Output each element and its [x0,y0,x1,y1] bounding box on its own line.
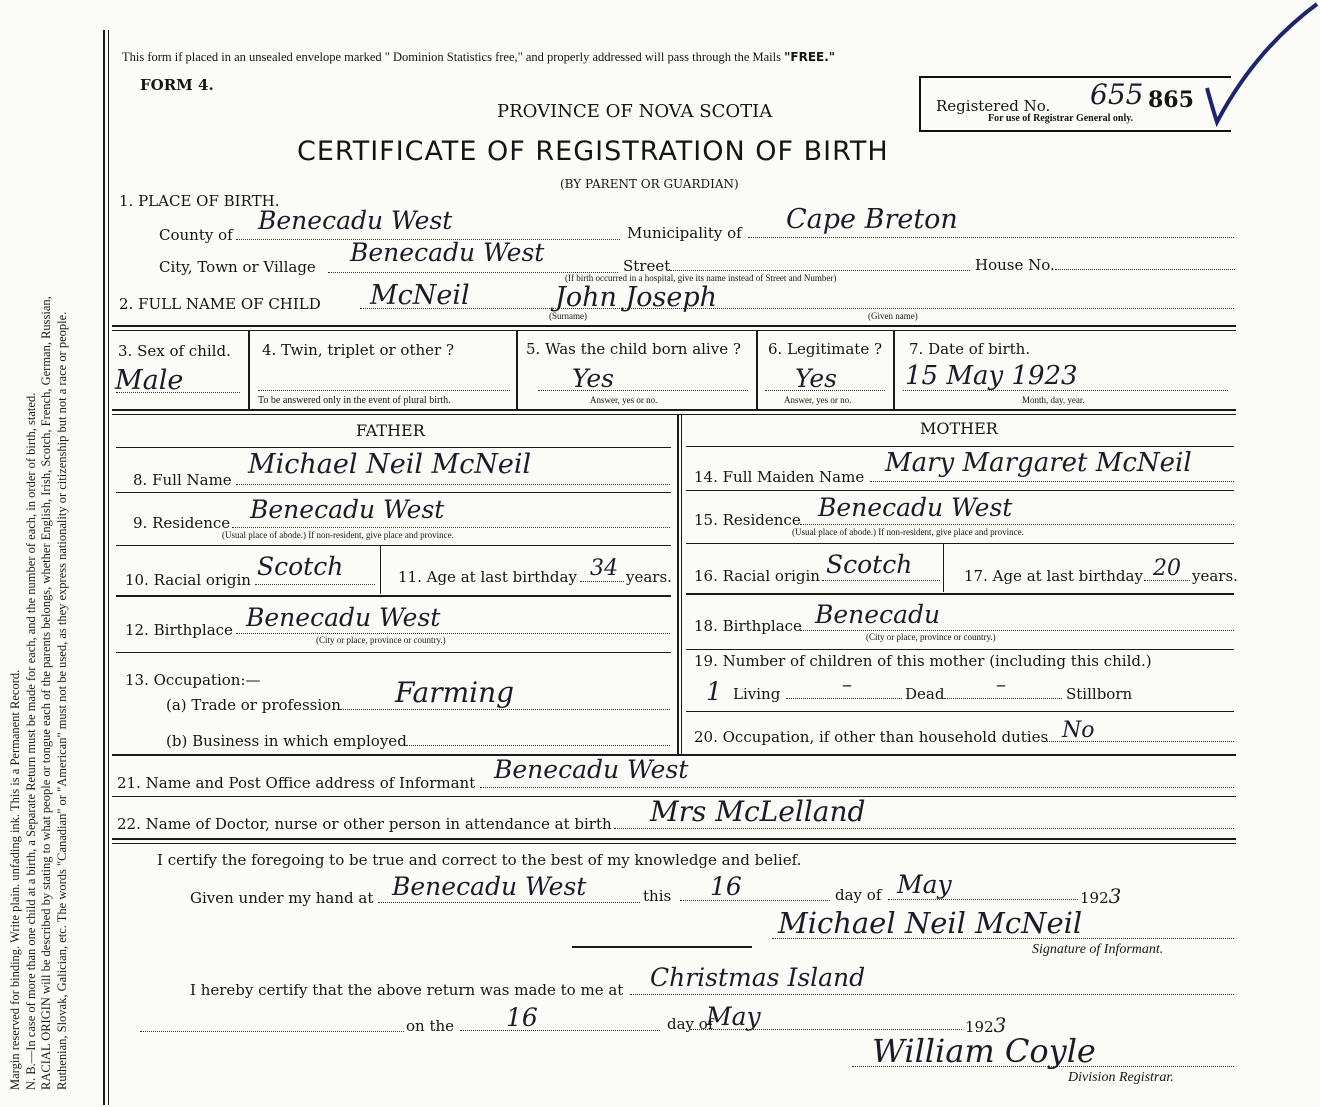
certify-statement: I certify the foregoing to be true and correct to the best of my knowledge and belief. [157,851,802,869]
date-of-birth-label: 7. Date of birth. [909,340,1031,358]
registrar-caption: Division Registrar. [1068,1070,1174,1085]
registered-label: Registered No. [936,97,1051,115]
registration-month-value: May [706,1002,761,1031]
mother-name-label: 14. Full Maiden Name [694,468,865,486]
place-of-birth-heading: 1. PLACE OF BIRTH. [119,192,280,210]
father-residence-value: Benecadu West [250,495,445,524]
stillborn-label: Stillborn [1066,685,1133,703]
cert-dayof-label: day of [835,886,882,904]
mother-abode-note: (Usual place of abode.) If non-resident, give place and province. [792,527,1024,537]
registration-place-value: Christmas Island [650,963,866,992]
father-heading: FATHER [356,421,425,440]
mother-occupation-label: 20. Occupation, if other than household duties [694,728,1049,746]
given-under-label: Given under my hand at [190,889,374,907]
margin-line-2: N. B.—In case of more than one child at a birth, a Separate Return must be made for each, and the number of each, in order of birth, stated. [23,392,38,1090]
registered-number-printed: 865 [1148,87,1194,113]
mother-birthplace-label: 18. Birthplace [694,617,802,635]
form-number: FORM 4. [140,76,214,94]
registration-year: 1923 [965,1013,1007,1037]
informant-signature: Michael Neil McNeil [778,906,1083,940]
born-alive-caption: Answer, yes or no. [590,395,658,405]
registration-day-value: 16 [506,1003,538,1032]
attendant-value: Mrs McLelland [650,795,866,828]
attendant-label: 22. Name of Doctor, nurse or other person in attendance at birth [117,815,612,833]
living-label: Living [733,685,781,703]
margin-line-4: Ruthenian, Slovak, Galician, etc. The words "Canadian" or "American" must not be used, as they express nationality or citizenship but not a race or people. [54,311,69,1090]
father-years-label: years. [626,568,672,586]
trade-label: (a) Trade or profession [166,696,341,714]
father-name-label: 8. Full Name [133,471,232,489]
legitimate-label: 6. Legitimate ? [768,340,883,358]
cert-year: 1923 [1080,884,1122,908]
father-birthplace-value: Benecadu West [246,603,441,632]
surname-caption: (Surname) [549,311,587,321]
municipality-label: Municipality of [627,224,742,242]
hospital-note: (If birth occurred in a hospital, give its name instead of Street and Number) [565,273,837,283]
father-racial-label: 10. Racial origin [125,571,251,589]
dead-label: Dead [905,685,945,703]
certificate-subtitle: (BY PARENT OR GUARDIAN) [560,177,739,191]
date-of-birth-caption: Month, day, year. [1022,395,1085,405]
stillborn-value: – [996,672,1006,696]
twin-note: To be answered only in the event of plural birth. [258,395,451,406]
informant-label: 21. Name and Post Office address of Informant [117,774,476,792]
mother-birthplace-value: Benecadu [815,600,941,629]
father-name-value: Michael Neil McNeil [248,449,532,480]
margin-rule [103,30,105,1105]
sex-label: 3. Sex of child. [118,342,231,360]
house-number-label: House No. [975,256,1055,274]
child-name-label: 2. FULL NAME OF CHILD [119,295,321,313]
father-birthplace-label: 12. Birthplace [125,621,233,639]
margin-line-3: RACIAL ORIGIN will be described by stating to what people or tongue each of the parents belongs, whether English, Irish, Scotch, French, German, Russian, [39,296,53,1090]
mother-birthplace-note: (City or place, province or country.) [866,632,996,642]
father-age-value: 34 [590,556,618,581]
mother-age-value: 20 [1153,556,1181,581]
city-value: Benecadu West [350,238,545,267]
legitimate-value: Yes [795,364,837,393]
check-mark-icon [1195,0,1320,130]
on-the-label: on the [406,1017,455,1035]
mother-heading: MOTHER [920,419,998,438]
informant-value: Benecadu West [494,755,689,784]
twin-label: 4. Twin, triplet or other ? [262,341,454,359]
business-label: (b) Business in which employed [166,732,407,750]
margin-notes [8,30,108,1090]
registrar-statement: I hereby certify that the above return was made to me at [190,981,624,999]
sex-value: Male [115,365,184,396]
children-count-label: 19. Number of children of this mother (including this child.) [694,652,1152,670]
registrar-signature: William Coyle [872,1032,1096,1070]
this-label: this [643,887,672,905]
registration-dayof-label: day of [667,1015,714,1033]
dead-value: – [842,672,852,696]
margin-line-1: Margin reserved for binding. Write plain. unfading ink. This is a Permanent Record. [8,669,22,1090]
father-age-label: 11. Age at last birthday [398,568,577,586]
mother-residence-label: 15. Residence [694,511,801,529]
father-birthplace-note: (City or place, province or country.) [316,635,446,645]
registered-number-handwritten: 655 [1090,78,1144,111]
municipality-value: Cape Breton [786,204,958,235]
province-heading: PROVINCE OF NOVA SCOTIA [497,101,773,122]
city-label: City, Town or Village [159,258,316,276]
street-label: Street [623,257,671,275]
mother-years-label: years. [1192,567,1238,585]
mother-age-label: 17. Age at last birthday [964,567,1143,585]
child-surname-value: McNeil [370,280,470,311]
born-alive-value: Yes [572,364,614,393]
mother-racial-value: Scotch [826,550,913,579]
cert-month-value: May [897,870,952,899]
informant-signature-caption: Signature of Informant. [1032,942,1164,957]
mail-note: This form if placed in an unsealed envelope marked " Dominion Statistics free," and properly addressed will pass through the Mails "FREE." [122,50,836,64]
legitimate-caption: Answer, yes or no. [784,395,852,405]
given-place-value: Benecadu West [392,872,587,901]
county-value: Benecadu West [258,206,453,235]
margin-rule-inner [108,30,109,1105]
registrar-use-note: For use of Registrar General only. [988,113,1134,124]
father-racial-value: Scotch [257,552,344,581]
certificate-title: CERTIFICATE OF REGISTRATION OF BIRTH [297,136,889,167]
mother-racial-label: 16. Racial origin [694,567,820,585]
father-residence-label: 9. Residence [133,514,231,532]
born-alive-label: 5. Was the child born alive ? [526,340,741,358]
cert-day-value: 16 [710,872,742,901]
mother-residence-value: Benecadu West [818,493,1013,522]
trade-value: Farming [395,676,515,709]
father-occupation-label: 13. Occupation:— [125,671,261,689]
given-name-caption: (Given name) [868,311,918,321]
father-abode-note: (Usual place of abode.) If non-resident, give place and province. [222,530,454,540]
mother-occupation-value: No [1062,718,1095,743]
living-value: 1 [706,677,722,706]
date-of-birth-value: 15 May 1923 [905,361,1078,391]
child-given-value: John Joseph [555,282,718,313]
mother-name-value: Mary Margaret McNeil [885,448,1192,478]
county-label: County of [159,226,233,244]
